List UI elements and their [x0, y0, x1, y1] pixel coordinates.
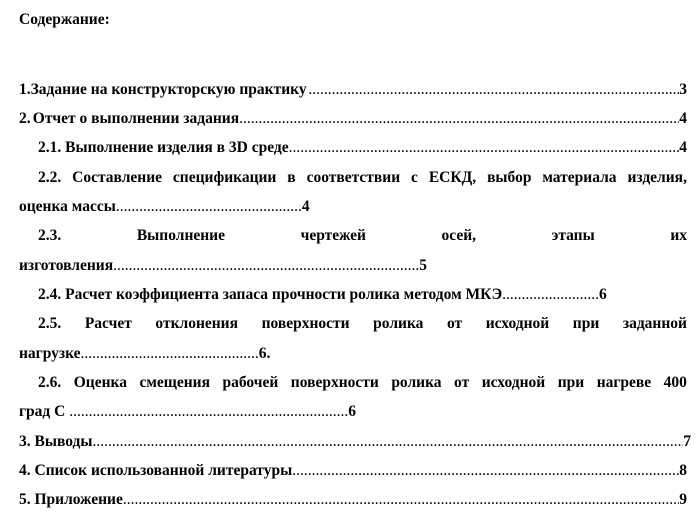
toc-entry-text: оценка массы	[19, 198, 116, 215]
toc-entry-number: 2.	[19, 110, 31, 127]
toc-word: Составление	[72, 169, 163, 186]
toc-word: спецификации	[172, 169, 277, 186]
toc-word: поверхности	[290, 374, 379, 391]
dot-leader	[289, 138, 680, 158]
toc-word: заданной	[622, 315, 687, 332]
toc-word: исходной	[481, 374, 546, 391]
toc-word: соответствии	[306, 169, 401, 186]
toc-word: ЕСКД,	[428, 169, 477, 186]
toc-word: их	[670, 227, 687, 244]
toc-word: 400	[663, 374, 687, 391]
toc-entry-text: 5. Приложение	[19, 491, 123, 508]
dot-leader: ..............................................	[80, 345, 259, 362]
toc-page-number: 6	[598, 286, 607, 303]
toc-page-number: 4	[679, 139, 687, 156]
dot-leader	[123, 490, 679, 510]
toc-entry-2-2-line1	[38, 168, 687, 188]
toc-word: этапы	[551, 227, 595, 244]
toc-entry-text: нагрузке	[19, 345, 81, 362]
dot-leader: ........................................................................	[69, 403, 349, 420]
toc-word: с	[411, 169, 418, 186]
dot-leader	[92, 432, 683, 452]
toc-title: Содержание:	[19, 11, 110, 28]
toc-entry-text: 4. Список использованной литературы	[19, 462, 293, 479]
toc-word: исходной	[485, 315, 550, 332]
toc-entry-4	[19, 461, 687, 481]
dot-leader	[292, 461, 679, 481]
toc-entry-2-5-line2	[19, 344, 270, 364]
toc-entry-3	[19, 432, 691, 452]
toc-word: отклонения	[155, 315, 238, 332]
toc-page-number: 8	[679, 462, 687, 479]
toc-word: рабочей	[222, 374, 279, 391]
toc-word: ролика	[391, 374, 442, 391]
toc-entry-2-6-line1	[38, 373, 687, 393]
toc-page-number: 3	[679, 81, 687, 98]
toc-word: смещения	[139, 374, 210, 391]
toc-page-number: 4	[679, 110, 687, 127]
toc-word: при	[557, 374, 585, 391]
toc-entry-text: Отчет о выполнении задания	[32, 110, 240, 127]
toc-word: в	[287, 169, 296, 186]
toc-word: 2.5.	[38, 315, 62, 332]
toc-page-number: 6	[348, 403, 356, 420]
dot-leader	[239, 109, 679, 129]
toc-word: Расчет	[84, 315, 132, 332]
toc-word: от	[454, 374, 470, 391]
toc-word: 2.6.	[38, 374, 62, 391]
toc-page-number: 4	[301, 198, 310, 215]
toc-page-number: 9	[679, 491, 687, 508]
toc-word: 2.3.	[38, 227, 62, 244]
toc-entry-text: Задание на конструкторскую практику	[30, 81, 307, 98]
toc-word: изделия,	[627, 169, 687, 186]
toc-word: Выполнение	[136, 227, 225, 244]
toc-word: чертежей	[300, 227, 366, 244]
toc-entry-2-2-line2	[19, 197, 310, 217]
toc-word: от	[446, 315, 463, 332]
toc-word: материала	[542, 169, 617, 186]
toc-entry-2-3-line2	[19, 256, 427, 276]
toc-entry-text: 3. Выводы	[19, 433, 93, 450]
toc-entry-2-5-line1	[38, 314, 687, 334]
toc-entry-2	[19, 109, 687, 129]
toc-entry-text: 2.4. Расчет коэффициента запаса прочности ролика методом МКЭ	[38, 286, 503, 303]
toc-entry-number: 1.	[19, 81, 31, 98]
toc-entry-text: град С	[19, 403, 70, 420]
toc-word: поверхности	[261, 315, 350, 332]
dot-leader: .........................	[502, 286, 599, 303]
toc-entry-text: 2.1. Выполнение изделия в 3D среде	[38, 139, 289, 156]
toc-page-number: 6.	[258, 345, 271, 362]
toc-entry-2-1	[38, 138, 687, 158]
toc-word: при	[572, 315, 600, 332]
dot-leader	[308, 80, 679, 100]
dot-leader: ................................................	[115, 198, 302, 215]
toc-entry-2-4	[38, 285, 607, 305]
toc-word: осей,	[441, 227, 477, 244]
toc-page-number: 7	[683, 433, 691, 450]
toc-entry-5	[19, 490, 687, 510]
toc-entry-1	[19, 80, 687, 100]
toc-entry-2-6-line2	[19, 402, 356, 422]
toc-page-number: 5	[419, 257, 427, 274]
toc-word: Оценка	[73, 374, 127, 391]
dot-leader: ...............................................................................	[113, 257, 420, 274]
toc-word: ролика	[373, 315, 424, 332]
toc-entry-2-3-line1	[38, 226, 687, 246]
toc-entry-text: изготовления	[19, 257, 114, 274]
toc-word: выбор	[487, 169, 532, 186]
toc-word: нагреве	[596, 374, 652, 391]
toc-word: 2.2.	[38, 169, 62, 186]
